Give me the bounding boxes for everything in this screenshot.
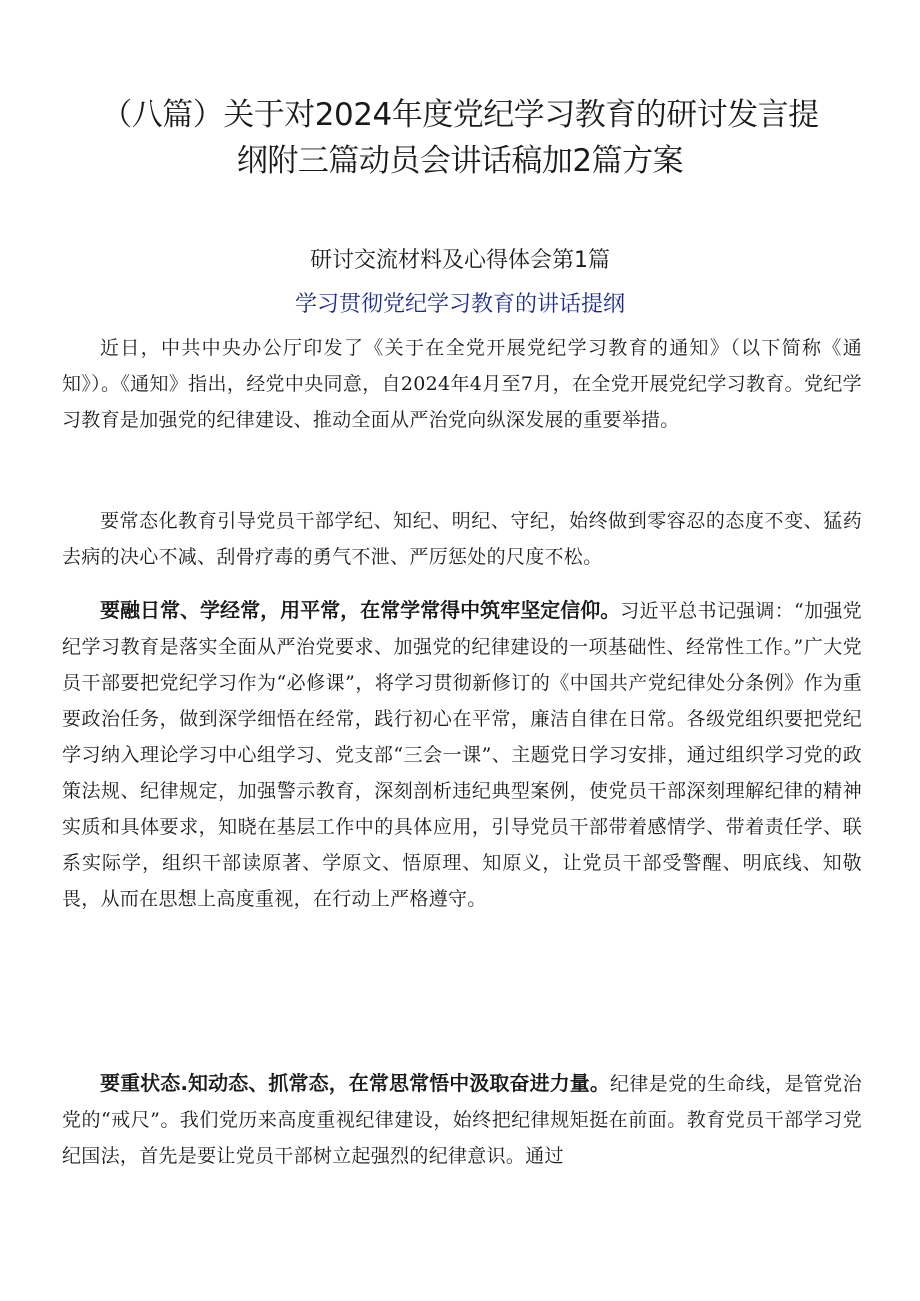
paragraph-3-lead: 要融日常、学经常，用平常，在常学常得中筑牢坚定信仰。 xyxy=(100,598,621,622)
paragraph-1-text: 近日，中共中央办公厅印发了《关于在全党开展党纪学习教育的通知》（以下简称《通知》）。《通知》指出，经党中央同意，自2024年4月至7月，在全党开展党纪学习教育。党纪学习教育是加强党的纪律建设、推动全面从严治党向纵深发展的重要举措。 xyxy=(62,337,862,431)
paragraph-3-text: 习近平总书记强调：“加强党纪学习教育是落实全面从严治党要求、加强党的纪律建设的一项基础性、经常性工作。”广大党员干部要把党纪学习作为“必修课”，将学习贯彻新修订的《中国共产党纪律处分条例》作为重要政治任务，做到深学细悟在经常，践行初心在平常，廉洁自律在日常。各级党组织要把党纪学习纳入理论学习中心组学习、党支部“三会一课”、主题党日学习安排，通过组织学习党的政策法规、纪律规定，加强警示教育，深刻剖析违纪典型案例，使党员干部深刻理解纪律的精神实质和具体要求，知晓在基层工作中的具体应用，引导党员干部带着感情学、带着责任学、联系实际学，组织干部读原著、学原文、悟原理、知原义，让党员干部受警醒、明底线、知敬畏，从而在思想上高度重视，在行动上严格遵守。 xyxy=(62,600,862,910)
document-title xyxy=(60,92,860,184)
paragraph-2 xyxy=(62,503,862,575)
document-title-line-2: 纲附三篇动员会讲话稿加2篇方案 xyxy=(236,143,684,179)
paragraph-4 xyxy=(62,1065,862,1174)
paragraph-1 xyxy=(62,330,862,438)
paragraph-2-text: 要常态化教育引导党员干部学纪、知纪、明纪、守纪，始终做到零容忍的态度不变、猛药去病的决心不减、刮骨疗毒的勇气不泄、严厉惩处的尺度不松。 xyxy=(62,510,862,568)
paragraph-4-lead: 要重状态.知动态、抓常态，在常思常悟中汲取奋进力量。 xyxy=(100,1071,610,1095)
document-title-line-1: （八篇）关于对2024年度党纪学习教育的研讨发言提 xyxy=(101,97,819,133)
speech-title: 学习贯彻党纪学习教育的讲话提纲 xyxy=(294,292,625,317)
paragraph-4-text: 纪律是党的生命线，是管党治党的“戒尺”。我们党历来高度重视纪律建设，始终把纪律规矩挺在前面。教育党员干部学习党纪国法，首先是要让党员干部树立起强烈的纪律意识。通过 xyxy=(62,1073,862,1167)
section-heading: 研讨交流材料及心得体会第1篇 xyxy=(310,248,610,273)
paragraph-3 xyxy=(62,592,862,917)
